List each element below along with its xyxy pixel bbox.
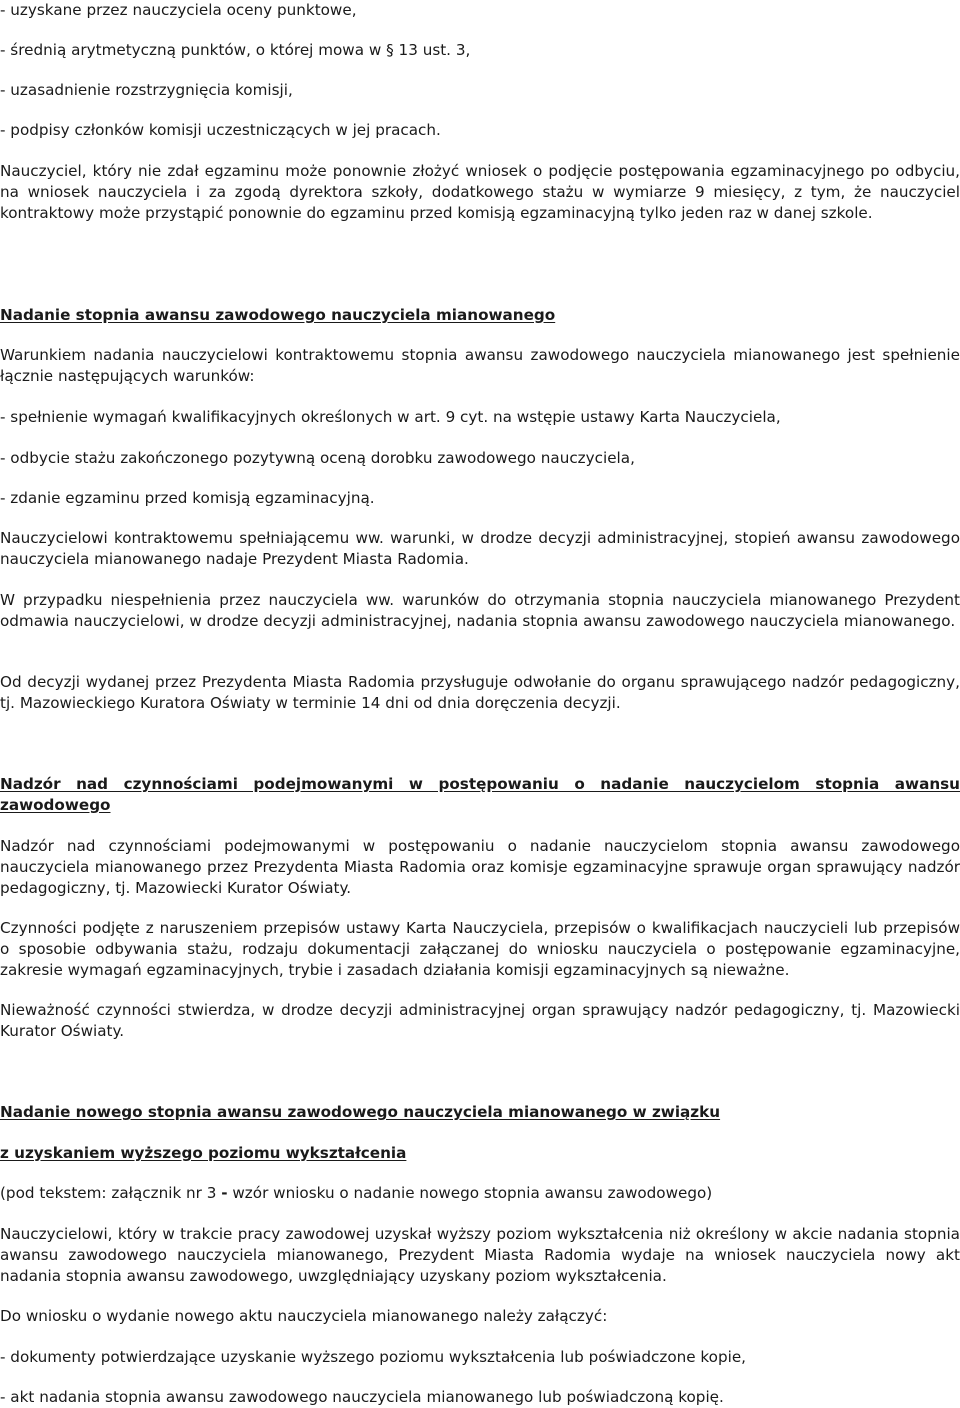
paragraph-conditions-intro: Warunkiem nadania nauczycielowi kontraktowemu stopnia awansu zawodowego nauczyciela mianowanego jest spełnienie łącznie następujących warunków: <box>0 346 960 385</box>
paragraph-appeal: Od decyzji wydanej przez Prezydenta Miasta Radomia przysługuje odwołanie do organu sprawującego nadzór pedagogiczny, tj. Mazowieckiego Kuratora Oświaty w terminie 14 dni od dnia doręczenia decyzji. <box>0 673 960 712</box>
attachment-note <box>0 1183 960 1204</box>
list-item: - podpisy członków komisji uczestniczących w jej pracach. <box>0 121 441 139</box>
list-item: - uzyskane przez nauczyciela oceny punktowe, <box>0 1 357 19</box>
list-item: - uzasadnienie rozstrzygnięcia komisji, <box>0 81 293 99</box>
paragraph-invalid-actions: Czynności podjęte z naruszeniem przepisów ustawy Karta Nauczyciela, przepisów o kwalifikacjach nauczycieli lub przepisów o sposobie odbywania stażu, rodzaju dokumentacji załączanej do wniosku nauczyciela o postępowanie egzaminacyjne, zakresie wymagań egzaminacyjnych, trybie i zasadach działania komisji egzaminacyjnych są nieważne. <box>0 919 960 979</box>
paragraph-attachments-intro: Do wniosku o wydanie nowego aktu nauczyciela mianowanego należy załączyć: <box>0 1307 608 1325</box>
list-item: - odbycie stażu zakończonego pozytywną oceną dorobku zawodowego nauczyciela, <box>0 449 635 467</box>
paragraph-exam-retake: Nauczyciel, który nie zdał egzaminu może ponownie złożyć wniosek o podjęcie postępowania egzaminacyjnego po odbyciu, na wniosek nauczyciela i za zgodą dyrektora szkoły, dodatkowego stażu w wymiarze 9 miesięcy, z tym, że nauczyciel kontraktowy może przystąpić ponownie do egzaminu przed komisją egzaminacyjną tylko jeden raz w danej szkole. <box>0 162 960 222</box>
list-item: - zdanie egzaminu przed komisją egzaminacyjną. <box>0 489 375 507</box>
paragraph-nullity: Nieważność czynności stwierdza, w drodze decyzji administracyjnej organ sprawujący nadzór pedagogiczny, tj. Mazowiecki Kurator Oświaty. <box>0 1001 960 1040</box>
attachment-note-prefix: (pod tekstem: załącznik nr 3 <box>0 1184 222 1202</box>
section-heading-nowy-line2: z uzyskaniem wyższego poziomu wykształcenia <box>0 1144 407 1162</box>
paragraph-refusal: W przypadku niespełnienia przez nauczyciela ww. warunków do otrzymania stopnia nauczyciela mianowanego Prezydent odmawia nauczycielowi, w drodze decyzji administracyjnej, nadania stopnia awansu zawodowego nauczyciela mianowanego. <box>0 591 960 630</box>
section-heading-nowy-line1: Nadanie nowego stopnia awansu zawodowego nauczyciela mianowanego w związku <box>0 1103 721 1121</box>
section-heading-mianowany: Nadanie stopnia awansu zawodowego nauczyciela mianowanego <box>0 306 556 324</box>
list-item: - akt nadania stopnia awansu zawodowego nauczyciela mianowanego lub poświadczoną kopię. <box>0 1388 724 1406</box>
list-item: - spełnienie wymagań kwalifikacyjnych określonych w art. 9 cyt. na wstępie ustawy Karta Nauczyciela, <box>0 408 781 426</box>
section-heading-nadzor: Nadzór nad czynnościami podejmowanymi w postępowaniu o nadanie nauczycielom stopnia awansu zawodowego <box>0 775 960 814</box>
list-item: - średnią arytmetyczną punktów, o której mowa w § 13 ust. 3, <box>0 41 471 59</box>
list-item: - dokumenty potwierdzające uzyskanie wyższego poziomu wykształcenia lub poświadczone kopie, <box>0 1348 747 1366</box>
attachment-note-suffix: wzór wniosku o nadanie nowego stopnia awansu zawodowego) <box>227 1184 713 1202</box>
paragraph-new-act: Nauczycielowi, który w trakcie pracy zawodowej uzyskał wyższy poziom wykształcenia niż określony w akcie nadania stopnia awansu zawodowego nauczyciela mianowanego, Prezydent Miasta Radomia wydaje na wniosek nauczyciela nowy akt nadania stopnia awansu zawodowego, uwzględniający uzyskany poziom wykształcenia. <box>0 1225 960 1285</box>
paragraph-grant-decision: Nauczycielowi kontraktowemu spełniającemu ww. warunki, w drodze decyzji administracyjnej, stopień awansu zawodowego nauczyciela mianowanego nadaje Prezydent Miasta Radomia. <box>0 529 960 568</box>
paragraph-supervision: Nadzór nad czynnościami podejmowanymi w postępowaniu o nadanie nauczycielom stopnia awansu zawodowego nauczyciela mianowanego przez Prezydenta Miasta Radomia oraz komisje egzaminacyjne sprawuje organ sprawujący nadzór pedagogiczny, tj. Mazowiecki Kurator Oświaty. <box>0 837 960 897</box>
attachment-note-dash: - <box>221 1184 228 1202</box>
